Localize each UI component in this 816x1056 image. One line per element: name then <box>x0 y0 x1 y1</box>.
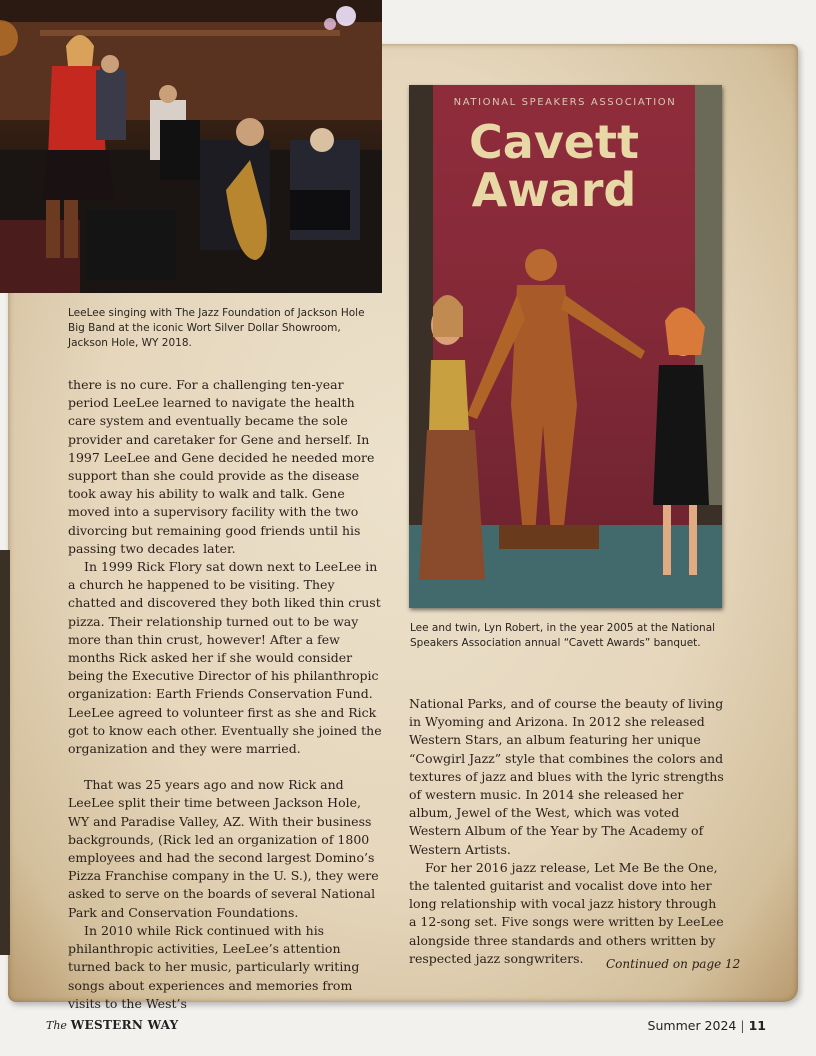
banner-award-title: Cavett Award <box>469 115 639 217</box>
page-edge-strip <box>0 550 10 955</box>
paragraph: there is no cure. For a challenging ten-year period LeeLee learned to navigate the health care system and eventually became the sole provider and caretaker for Gene and herself. In 1997 LeeLee and Gene decided he needed more support than she could provide as the disease took away his ability to walk and talk. Gene moved into a supervisory facility with the two divorcing but remaining good friends until his passing two decades later. <box>68 377 375 556</box>
band-photo-illustration <box>0 0 382 293</box>
paragraph: National Parks, and of course the beauty of living in Wyoming and Arizona. In 2012 she released Western Stars, an album featuring her unique “Cowgirl Jazz” style that combines the colors and textures of jazz and blues with the lyric strengths of western music. In 2014 she released her album, Jewel of the West, which was voted Western Album of the Year by The Academy of Western Artists. <box>409 696 724 857</box>
paragraph: In 1999 Rick Flory sat down next to LeeLee in a church he happened to be visiting. They chatted and discovered they both liked thin crust pizza. Their relationship turned out to be way more than thin crust, however! After a few months Rick asked her if she would consider being the Executive Director of his philanthropic organization: Earth Friends Conservation Fund. LeeLee agreed to volunteer first as she and Rick got to know each other. Eventually she joined the organization and they were married. <box>68 559 382 757</box>
award-photo-caption: Lee and twin, Lyn Robert, in the year 2005 at the National Speakers Association annual “Cavett Awards” banquet. <box>410 622 716 649</box>
magazine-name: WESTERN WAY <box>70 1018 179 1032</box>
footer-separator: | <box>740 1018 745 1033</box>
paragraph: For her 2016 jazz release, Let Me Be the One, the talented guitarist and vocalist dove into her long relationship with vocal jazz history through a 12-song set. Five songs were written by LeeLee alongside three standards and others written by respected jazz songwriters. <box>409 859 724 966</box>
paragraph: That was 25 years ago and now Rick and LeeLee split their time between Jackson Hole, WY and Paradise Valley, AZ. With their business backgrounds, (Rick led an organization of 1800 employees and had the second largest Domino’s Pizza Franchise company in the U. S.), they were asked to serve on the boards of several National Park and Conservation Foundations. <box>68 777 379 920</box>
right-column <box>409 695 725 968</box>
left-column <box>68 376 386 1013</box>
magazine-prefix: The <box>46 1019 67 1032</box>
banner-organization: NATIONAL SPEAKERS ASSOCIATION <box>453 97 677 108</box>
magazine-title <box>46 1018 179 1032</box>
paragraph: In 2010 while Rick continued with his philanthropic activities, LeeLee’s attention turned back to her music, particularly writing songs about experiences and memories from visits to the West’s <box>68 922 360 1011</box>
issue-label: Summer 2024 <box>647 1018 737 1033</box>
page-number: 11 <box>748 1018 766 1033</box>
page-footer <box>648 1018 766 1033</box>
continued-note: Continued on page 12 <box>606 957 741 971</box>
band-photo-caption: LeeLee singing with The Jazz Foundation of Jackson Hole Big Band at the iconic Wort Silver Dollar Showroom, Jackson Hole, WY 2018. <box>68 307 365 349</box>
band-photo <box>0 0 382 293</box>
